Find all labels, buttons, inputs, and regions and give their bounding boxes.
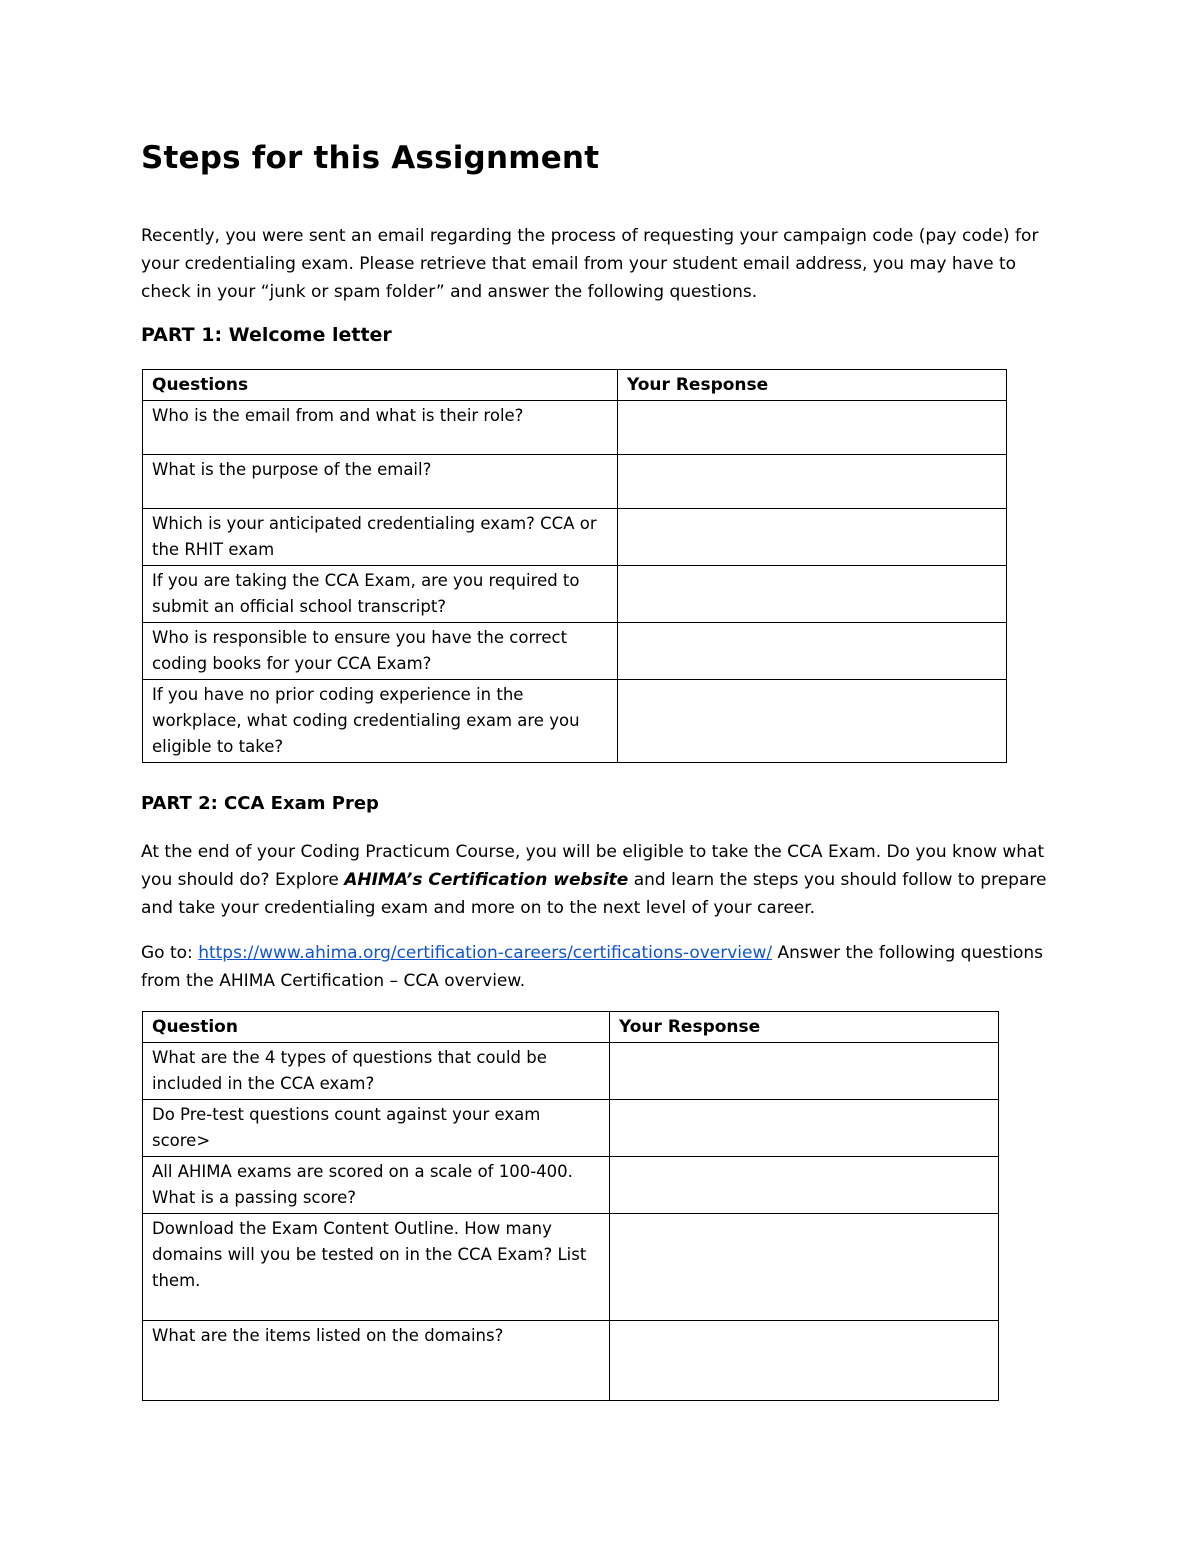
question-cell: Download the Exam Content Outline. How many domains will you be tested on in the CCA Exam? List them. [143, 1214, 610, 1321]
intro-paragraph: Recently, you were sent an email regarding the process of requesting your campaign code (pay code) for your credentialing exam. Please retrieve that email from your student email address, you may have to check in your “junk or spam folder” and answer the following questions. [141, 226, 1039, 302]
column-header: Your Response [618, 370, 1007, 401]
response-cell[interactable] [610, 1043, 999, 1100]
question-cell: What is the purpose of the email? [143, 455, 618, 509]
question-cell: What are the 4 types of questions that could be included in the CCA exam? [143, 1043, 610, 1100]
goto-instructions: Answer the following questions from the AHIMA Certification – CCA overview. [141, 943, 1043, 991]
response-cell[interactable] [618, 680, 1007, 763]
column-header: Your Response [610, 1012, 999, 1043]
table-row [143, 566, 1007, 623]
table-row [143, 1157, 999, 1214]
table-row [143, 455, 1007, 509]
goto-label: Go to: [141, 943, 199, 963]
table-row [143, 680, 1007, 763]
ahima-certification-emphasis: AHIMA’s Certification website [344, 870, 629, 890]
response-cell[interactable] [618, 509, 1007, 566]
question-cell: Do Pre-test questions count against your exam score> [143, 1100, 610, 1157]
column-header: Questions [143, 370, 618, 401]
question-cell: If you are taking the CCA Exam, are you required to submit an official school transcript? [143, 566, 618, 623]
response-cell[interactable] [618, 566, 1007, 623]
part2-table [142, 1011, 999, 1401]
part2-paragraph [141, 838, 1061, 922]
table-row [143, 509, 1007, 566]
question-cell: If you have no prior coding experience in the workplace, what coding credentialing exam are you eligible to take? [143, 680, 618, 763]
question-cell: All AHIMA exams are scored on a scale of 100-400. What is a passing score? [143, 1157, 610, 1214]
question-cell: Which is your anticipated credentialing exam? CCA or the RHIT exam [143, 509, 618, 566]
table-row [143, 1100, 999, 1157]
question-cell: What are the items listed on the domains? [143, 1321, 610, 1401]
part1-table [142, 369, 1007, 763]
response-cell[interactable] [618, 401, 1007, 455]
part1-heading: PART 1: Welcome letter [141, 324, 392, 346]
page-title: Steps for this Assignment [141, 140, 600, 176]
response-cell[interactable] [610, 1100, 999, 1157]
part2-text: At the end of your Coding Practicum Course, you will be eligible to take the CCA Exam. Do you know what you should do? Explore [141, 842, 1045, 890]
response-cell[interactable] [610, 1157, 999, 1214]
table-row [143, 1043, 999, 1100]
question-cell: Who is the email from and what is their role? [143, 401, 618, 455]
column-header: Question [143, 1012, 610, 1043]
table-row [143, 1214, 999, 1321]
response-cell[interactable] [618, 623, 1007, 680]
goto-paragraph [141, 939, 1061, 995]
table-row [143, 1321, 999, 1401]
table-row [143, 623, 1007, 680]
part2-text: and learn the steps you should follow to prepare and take your credentialing exam and more on to the next level of your career. [141, 870, 1047, 918]
response-cell[interactable] [618, 455, 1007, 509]
question-cell: Who is responsible to ensure you have the correct coding books for your CCA Exam? [143, 623, 618, 680]
response-cell[interactable] [610, 1321, 999, 1401]
part1-table-header [143, 370, 1007, 401]
part2-table-header [143, 1012, 999, 1043]
response-cell[interactable] [610, 1214, 999, 1321]
table-row [143, 401, 1007, 455]
part2-heading: PART 2: CCA Exam Prep [141, 793, 379, 814]
ahima-certification-link[interactable]: https://www.ahima.org/certification-careers/certifications-overview/ [198, 943, 773, 963]
